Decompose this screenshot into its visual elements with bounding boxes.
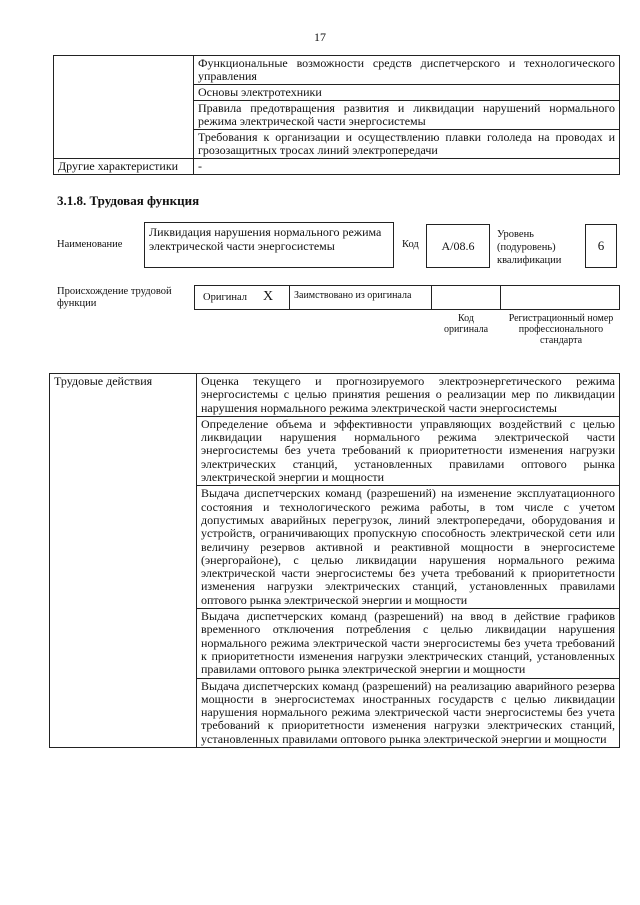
table-cell: Функциональные возможности средств диспетчерского и технологического управления bbox=[194, 56, 620, 85]
reg-number-caption: Регистрационный номер профессионального стандарта bbox=[508, 313, 614, 346]
function-name-box: Ликвидация нарушения нормального режима электрической части энергосистемы bbox=[144, 222, 394, 268]
original-code-caption: Код оригинала bbox=[443, 313, 489, 335]
original-mark: X bbox=[263, 289, 274, 304]
table-cell: Требования к организации и осуществлению плавки гололеда на проводах и грозозащитных тросах линий электропередачи bbox=[194, 130, 620, 159]
knowledge-table bbox=[53, 55, 620, 175]
borrowed-label: Заимствовано из оригинала bbox=[294, 290, 412, 301]
table-cell: Правила предотвращения развития и ликвидации нарушений нормального режима электрической части энергосистемы bbox=[194, 101, 620, 130]
original-label: Оригинал bbox=[203, 292, 247, 303]
level-value-box: 6 bbox=[585, 224, 617, 268]
labor-action-item: Выдача диспетчерских команд (разрешений) на ввод в действие графиков временного отключения потребления с целью ликвидации нарушения нормального режима электрической части энергосистемы без учета требований к приоритетности изменения нагрузки электрических станций, установленных правилами оптового рынка электрической энергии и мощности bbox=[197, 609, 620, 678]
reg-number-cell bbox=[500, 285, 620, 310]
original-code-cell bbox=[431, 285, 501, 310]
borrowed-cell bbox=[289, 285, 432, 310]
labor-action-item: Выдача диспетчерских команд (разрешений) на изменение эксплуатационного состояния и технологического режима работы, в том числе с учетом допустимых аварийных перегрузок, линий электропередачи, оборудования и устройств, ограничивающих пропускную способность электрической сети или величину резервов активной и реактивной мощности в энергосистеме (энергорайоне), с целью ликвидации нарушения нормального режима электрической части энергосистемы без учета требований к приоритетности изменения нагрузки электрических станций, установленных правилами оптового рынка электрической энергии и мощности bbox=[197, 486, 620, 609]
labor-action-item: Выдача диспетчерских команд (разрешений) на реализацию аварийного резерва мощности в энергосистемах иностранных государств с целью ликвидации нарушения нормального режима электрической части энергосистемы без учета требований к приоритетности изменения нагрузки электрических станций, установленных правилами оптового рынка электрической энергии и мощности bbox=[197, 678, 620, 747]
table-row bbox=[54, 159, 620, 175]
table-row bbox=[50, 374, 620, 417]
other-characteristics-value: - bbox=[194, 159, 620, 175]
labor-action-item: Оценка текущего и прогнозируемого электроэнергетического режима энергосистемы с целью принятия решения о реализации мер по ликвидации нарушения нормального режима электрической части энергосистемы bbox=[197, 374, 620, 417]
code-value-box: А/08.6 bbox=[426, 224, 490, 268]
origin-label: Происхождение трудовой функции bbox=[57, 286, 172, 309]
name-label: Наименование bbox=[57, 239, 123, 250]
table-cell-empty bbox=[54, 56, 194, 159]
other-characteristics-label: Другие характеристики bbox=[54, 159, 194, 175]
original-cell bbox=[194, 285, 290, 310]
labor-action-item: Определение объема и эффективности управляющих воздействий с целью ликвидации нарушения нормального режима электрической части энергосистемы без учета требований к приоритетности изменения нагрузки электрических станций, установленных правилами оптового рынка электрической энергии и мощности bbox=[197, 416, 620, 485]
page-number: 17 bbox=[314, 30, 326, 44]
section-heading: 3.1.8. Трудовая функция bbox=[57, 193, 200, 208]
table-row bbox=[54, 56, 620, 85]
table-cell: Основы электротехники bbox=[194, 85, 620, 101]
level-label: Уровень (подуровень) квалификации bbox=[497, 229, 562, 266]
labor-actions-label: Трудовые действия bbox=[50, 374, 197, 748]
labor-actions-table bbox=[49, 373, 620, 748]
code-label: Код bbox=[402, 239, 419, 250]
